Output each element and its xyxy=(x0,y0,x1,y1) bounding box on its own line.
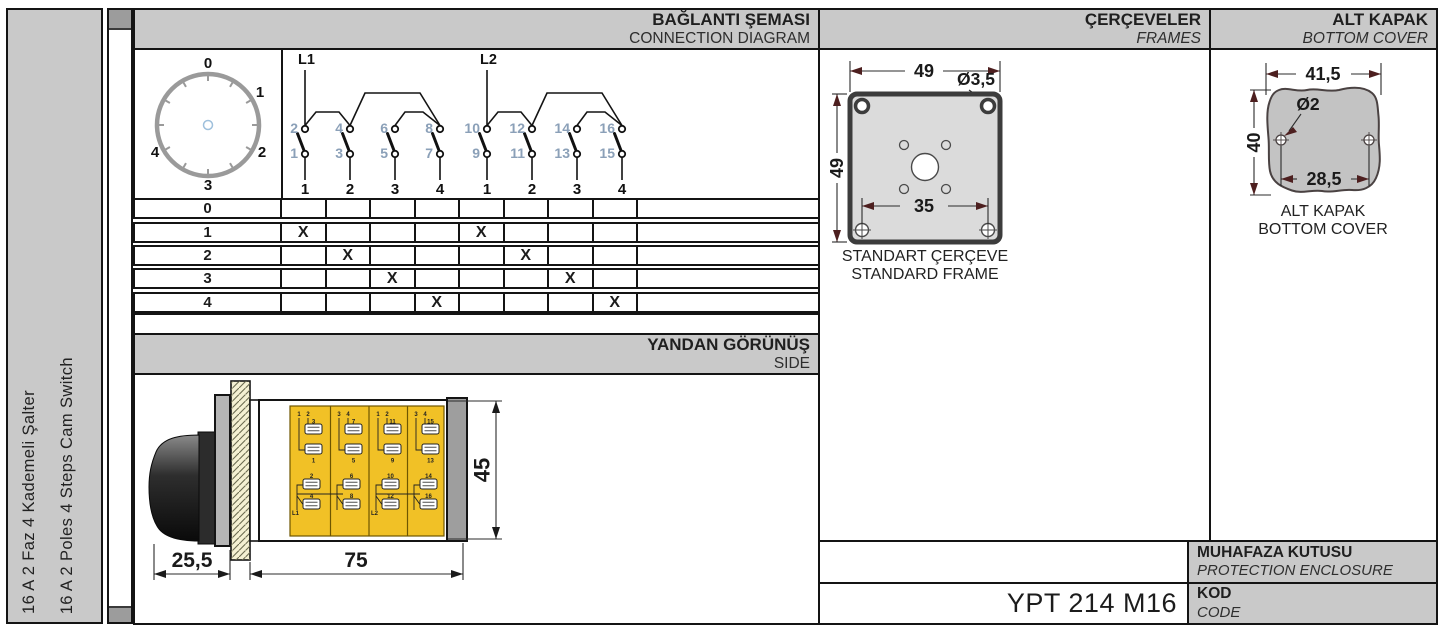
corner-hole xyxy=(982,100,995,113)
svg-text:7: 7 xyxy=(351,419,356,426)
spacer xyxy=(250,400,259,541)
binder-cap-top xyxy=(109,10,131,30)
svg-text:2: 2 xyxy=(309,474,314,480)
knob-shaft xyxy=(198,432,215,544)
side-view-box xyxy=(133,373,820,625)
l2-group xyxy=(480,52,622,126)
bottom-cover-panel xyxy=(1209,48,1438,542)
dial-pos-0: 0 xyxy=(203,55,213,72)
panel-hatch xyxy=(231,381,250,560)
svg-text:75: 75 xyxy=(344,549,368,572)
svg-text:14: 14 xyxy=(425,474,432,480)
frame-caption-en: STANDARD FRAME xyxy=(851,266,999,283)
table-spacer-row xyxy=(133,313,820,335)
svg-text:9: 9 xyxy=(472,145,480,161)
svg-text:15: 15 xyxy=(427,419,434,426)
svg-text:8: 8 xyxy=(349,494,354,500)
svg-text:1: 1 xyxy=(300,181,310,198)
svg-text:35: 35 xyxy=(913,196,935,216)
svg-text:2: 2 xyxy=(306,412,310,418)
svg-text:4: 4 xyxy=(617,181,627,198)
svg-text:2: 2 xyxy=(290,120,298,136)
svg-text:25,5: 25,5 xyxy=(171,549,213,572)
svg-text:10: 10 xyxy=(387,474,394,480)
svg-text:11: 11 xyxy=(389,419,396,426)
row-label: 4 xyxy=(203,294,212,311)
svg-text:16: 16 xyxy=(599,120,615,136)
svg-text:4: 4 xyxy=(335,120,343,136)
svg-text:1: 1 xyxy=(311,458,316,465)
svg-text:45: 45 xyxy=(469,457,495,483)
contacts-schematic xyxy=(283,50,818,198)
dial-center-icon xyxy=(204,121,213,130)
header-connection-tr: BAĞLANTI ŞEMASI xyxy=(652,10,810,30)
row-label: 3 xyxy=(203,270,212,287)
svg-text:3: 3 xyxy=(335,145,343,161)
corner-hole xyxy=(856,100,869,113)
header-frames-en: FRAMES xyxy=(1136,29,1201,47)
product-code-cell xyxy=(818,582,1189,625)
binder-cap-bottom xyxy=(109,606,131,622)
svg-text:1: 1 xyxy=(482,181,492,198)
center-hole xyxy=(912,154,939,181)
svg-text:3: 3 xyxy=(390,181,400,198)
header-side-tr: YANDAN GÖRÜNÜŞ xyxy=(647,335,810,355)
product-title-tr: 16 A 2 Faz 4 Kademeli Şalter xyxy=(20,390,38,614)
svg-text:5: 5 xyxy=(380,145,388,161)
svg-text:4: 4 xyxy=(309,494,314,500)
svg-text:2: 2 xyxy=(527,181,537,198)
header-side-view xyxy=(133,333,820,375)
header-side-en: SIDE xyxy=(773,354,810,372)
svg-text:1: 1 xyxy=(376,412,380,418)
svg-text:12: 12 xyxy=(387,494,394,500)
protection-enclosure-label: MUHAFAZA KUTUSU PROTECTION ENCLOSURE xyxy=(1187,540,1438,584)
table-row xyxy=(133,198,820,219)
spine-strip xyxy=(6,8,103,624)
svg-text:Ø2: Ø2 xyxy=(1296,94,1320,114)
svg-text:6: 6 xyxy=(349,474,354,480)
dial-pos-1: 1 xyxy=(255,84,265,101)
svg-text:14: 14 xyxy=(554,120,570,136)
standard-frame-drawing xyxy=(820,50,1209,540)
svg-text:28,5: 28,5 xyxy=(1306,169,1342,189)
binder-column xyxy=(107,8,133,624)
header-bottom-cover-tr: ALT KAPAK xyxy=(1332,10,1428,30)
dim-frame-height xyxy=(827,94,847,242)
table-row: 3 X X xyxy=(133,268,820,289)
code-label: KOD CODE xyxy=(1187,582,1438,625)
header-bottom-cover xyxy=(1209,8,1438,50)
svg-text:13: 13 xyxy=(427,458,434,465)
protection-enclosure-value-cell xyxy=(818,540,1189,584)
svg-text:15: 15 xyxy=(599,145,615,161)
header-connection-diagram xyxy=(133,8,820,50)
header-frames xyxy=(818,8,1211,50)
svg-text:1: 1 xyxy=(290,145,298,161)
svg-text:49: 49 xyxy=(913,61,935,81)
dim-cover-height xyxy=(1244,90,1271,195)
l2-label: L2 xyxy=(480,52,497,68)
svg-text:40: 40 xyxy=(1244,132,1264,153)
product-code: YPT 214 M16 xyxy=(1006,588,1177,618)
row-label: 1 xyxy=(203,224,212,241)
dial-drawing xyxy=(135,50,281,198)
pole-labels xyxy=(301,181,627,198)
row-label: 0 xyxy=(203,200,212,217)
svg-text:4: 4 xyxy=(423,412,427,418)
svg-text:3: 3 xyxy=(572,181,582,198)
product-title-en: 16 A 2 Poles 4 Steps Cam Switch xyxy=(58,356,76,614)
svg-text:1: 1 xyxy=(297,412,301,418)
svg-text:3: 3 xyxy=(414,412,418,418)
dim-front xyxy=(154,544,230,580)
svg-text:2: 2 xyxy=(385,412,389,418)
header-connection-en: CONNECTION DIAGRAM xyxy=(629,29,810,47)
svg-text:13: 13 xyxy=(554,145,570,161)
dial-pos-4: 4 xyxy=(150,144,160,161)
svg-text:4: 4 xyxy=(435,181,445,198)
svg-text:12: 12 xyxy=(509,120,525,136)
svg-text:8: 8 xyxy=(425,120,433,136)
dim-body xyxy=(250,543,463,580)
svg-text:3: 3 xyxy=(311,419,316,426)
mounting-plate xyxy=(215,395,230,546)
l1-group xyxy=(298,52,440,126)
svg-text:41,5: 41,5 xyxy=(1305,64,1341,84)
dial-box xyxy=(133,48,283,200)
svg-text:L1: L1 xyxy=(292,511,300,517)
dial-pos-3: 3 xyxy=(203,177,213,194)
frames-panel xyxy=(818,48,1211,542)
header-bottom-cover-en: BOTTOM COVER xyxy=(1302,29,1428,47)
svg-text:4: 4 xyxy=(346,412,350,418)
svg-text:16: 16 xyxy=(425,494,432,500)
svg-text:3: 3 xyxy=(337,412,341,418)
row-label: 2 xyxy=(203,247,212,264)
end-cap xyxy=(447,398,467,541)
table-row: 4 X X xyxy=(133,292,820,313)
l1-label: L1 xyxy=(298,52,315,68)
frame-caption-tr: STANDART ÇERÇEVE xyxy=(841,248,1009,265)
dial-pos-2: 2 xyxy=(257,144,267,161)
cover-caption-en: BOTTOM COVER xyxy=(1258,221,1388,238)
side-view-drawing xyxy=(135,375,818,623)
svg-text:L2: L2 xyxy=(371,511,379,517)
svg-text:49: 49 xyxy=(827,157,847,179)
svg-text:5: 5 xyxy=(351,458,356,465)
table-row: 2 X X xyxy=(133,245,820,266)
table-row: 1 X X xyxy=(133,222,820,243)
header-frames-tr: ÇERÇEVELER xyxy=(1084,10,1201,30)
terminal-numbers xyxy=(290,120,615,161)
bottom-cover-drawing xyxy=(1211,50,1436,540)
knob xyxy=(149,435,199,541)
cover-caption-tr: ALT KAPAK xyxy=(1280,203,1366,220)
svg-text:9: 9 xyxy=(390,458,395,465)
svg-text:10: 10 xyxy=(464,120,480,136)
contacts-box xyxy=(281,48,820,200)
dial-ring xyxy=(157,74,259,176)
svg-text:6: 6 xyxy=(380,120,388,136)
svg-text:Ø3,5: Ø3,5 xyxy=(957,69,995,89)
svg-text:7: 7 xyxy=(425,145,433,161)
bridge-2-4 xyxy=(305,112,350,126)
svg-text:2: 2 xyxy=(345,181,355,198)
switch-symbols xyxy=(298,126,626,180)
svg-text:11: 11 xyxy=(510,145,525,161)
